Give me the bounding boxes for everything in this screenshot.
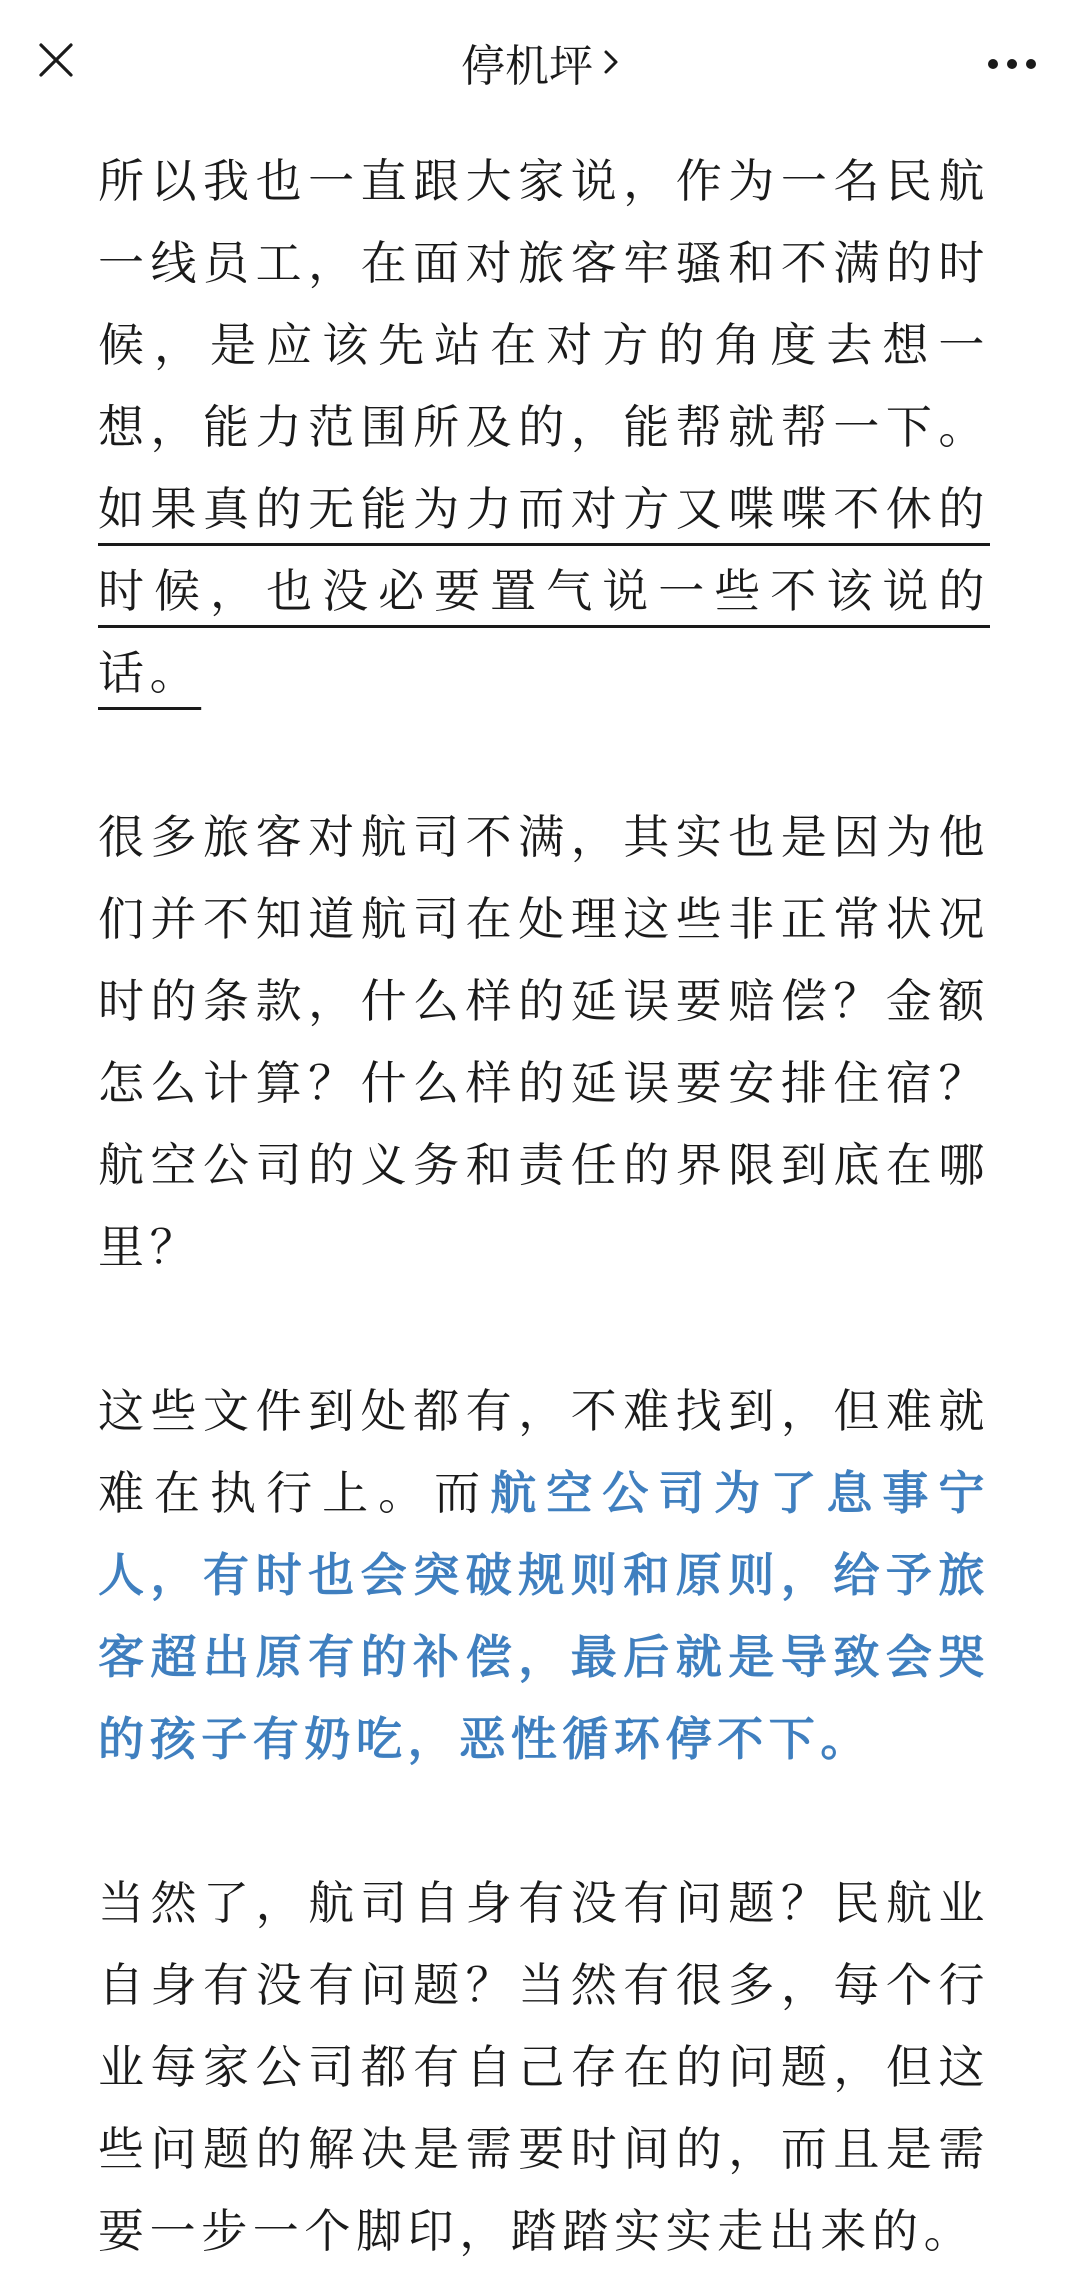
more-horizontal-icon — [987, 58, 1037, 70]
paragraph-4 — [98, 1862, 990, 2272]
paragraph-2 — [98, 796, 990, 1288]
chevron-right-icon — [603, 49, 619, 75]
account-title-link[interactable] — [340, 30, 740, 94]
paragraph-3-text: 这些文件到处都有，不难找到，但难就难在执行上。而 — [98, 1384, 990, 1520]
close-icon — [38, 42, 74, 78]
paragraph-3-highlighted-text: 航空公司为了息事宁人，有时也会突破规则和原则，给予旅客超出原有的补偿，最后就是导致会哭的孩子有奶吃，恶性循环停不下。 — [98, 1466, 990, 1766]
paragraph-4-text: 当然了，航司自身有没有问题？民航业自身有没有问题？当然有很多，每个行业每家公司都有自己存在的问题，但这些问题的解决是需要时间的，而且是需要一步一个脚印，踏踏实实走出来的。 — [98, 1876, 990, 2258]
paragraph-1 — [98, 140, 990, 714]
paragraph-3 — [98, 1370, 990, 1780]
paragraph-1-text: 所以我也一直跟大家说，作为一名民航一线员工，在面对旅客牢骚和不满的时候，是应该先站在对方的角度去想一想，能力范围所及的，能帮就帮一下。 — [98, 154, 990, 454]
article-body — [98, 140, 990, 2272]
top-nav-bar — [0, 0, 1080, 130]
paragraph-2-text: 很多旅客对航司不满，其实也是因为他们并不知道航司在处理这些非正常状况时的条款，什么样的延误要赔偿？金额怎么计算？什么样的延误要安排住宿？航空公司的义务和责任的界限到底在哪里？ — [98, 810, 990, 1274]
paragraph-1-underlined-text: 如果真的无能为力而对方又喋喋不休的时候，也没必要置气说一些不该说的话。 — [98, 482, 990, 700]
account-title: 停机坪 — [461, 41, 593, 92]
close-button[interactable] — [28, 32, 84, 88]
more-options-button[interactable] — [976, 36, 1048, 92]
